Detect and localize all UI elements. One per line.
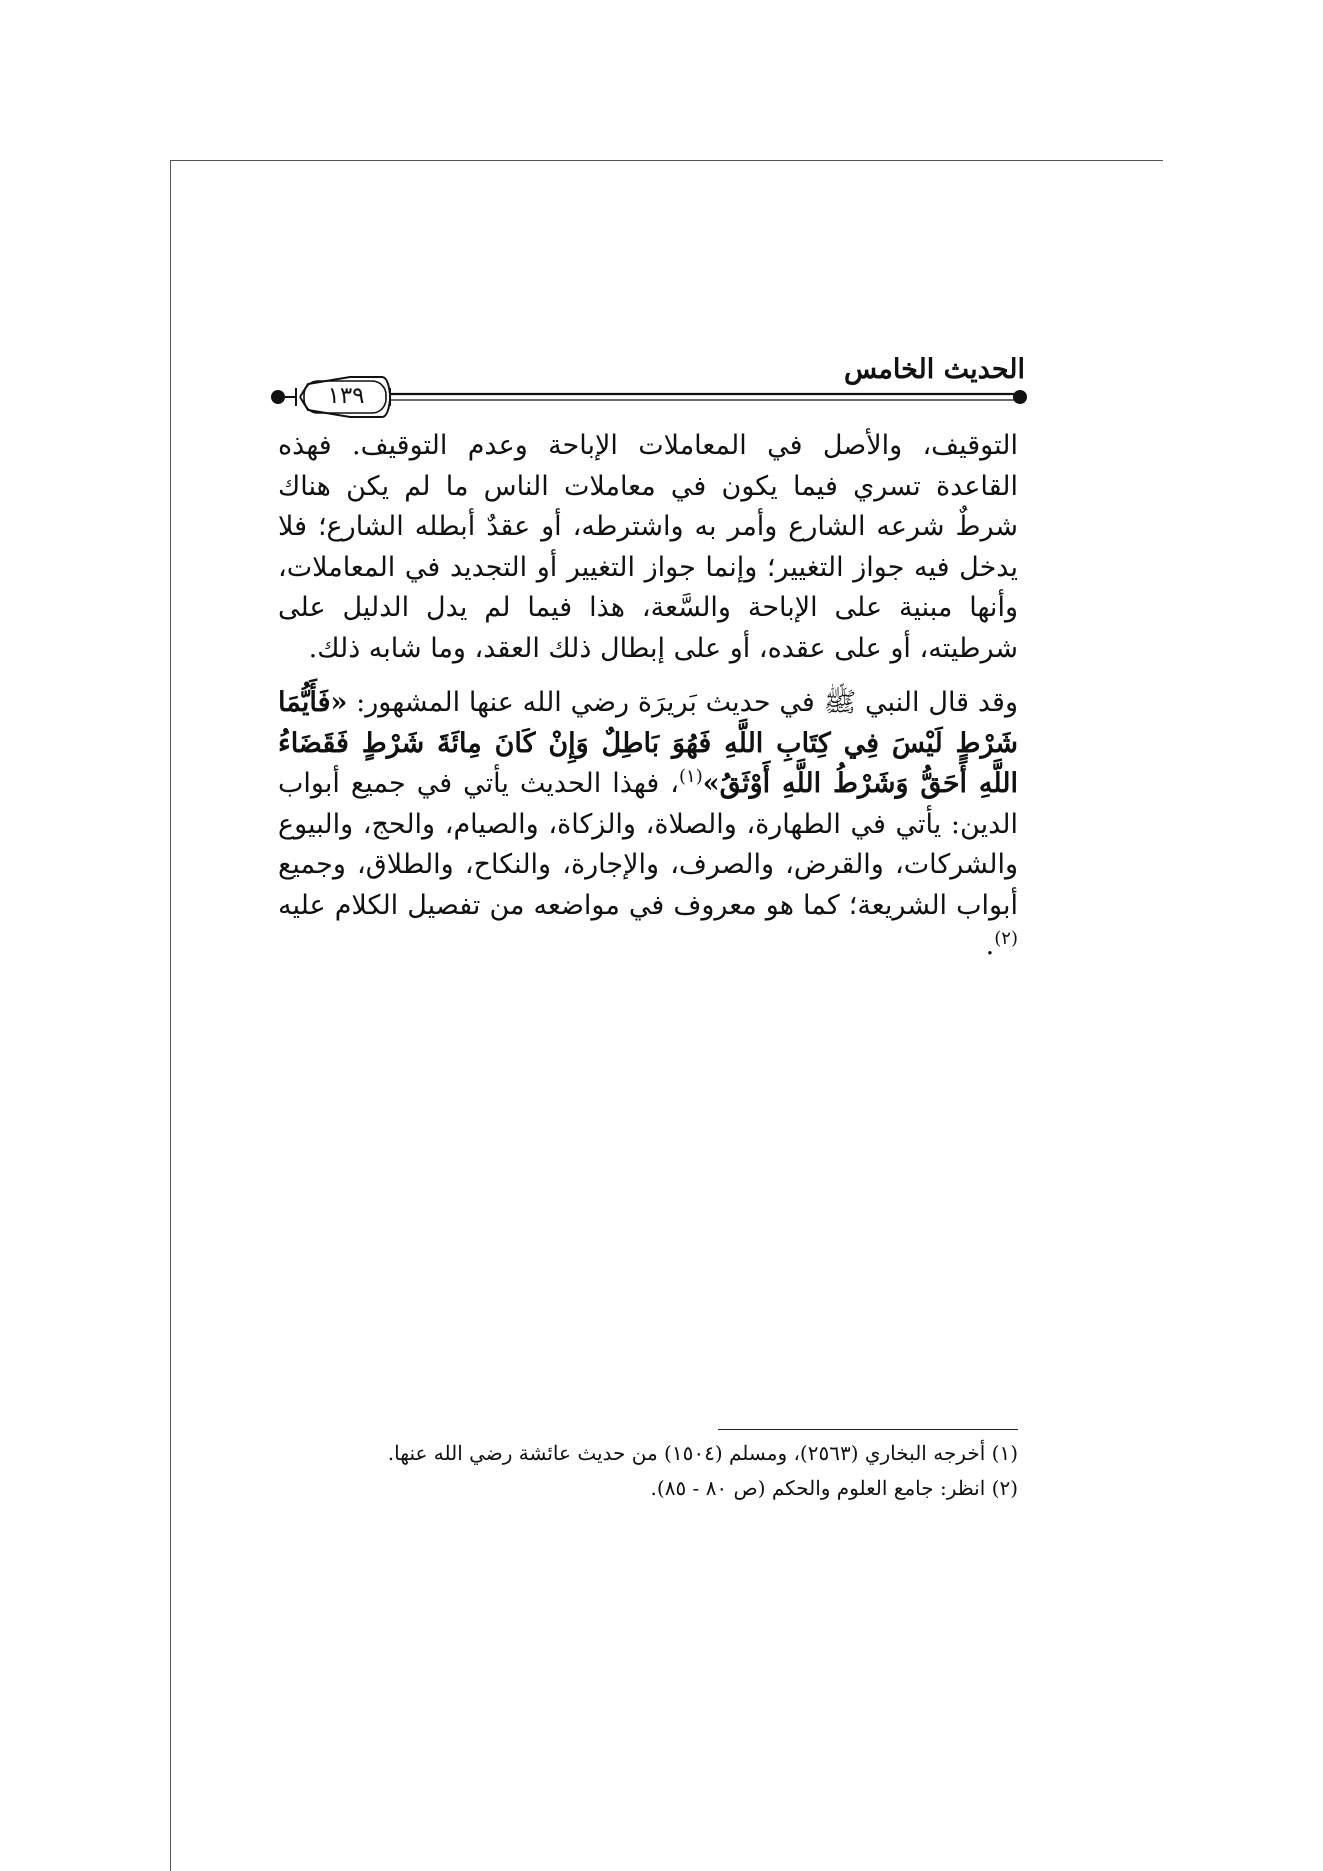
paragraph (278, 683, 1018, 967)
running-head: الحديث الخامس (843, 354, 1025, 385)
scan-border-left (170, 160, 171, 1871)
footnote-separator (718, 1429, 1018, 1430)
footnote-2: (٢) انظر: جامع العلوم والحكم (ص ٨٠ - ٨٥). (650, 1476, 1018, 1500)
footnote-1: (١) أخرجه البخاري (٢٥٦٣)، ومسلم (١٥٠٤) من حديث عائشة رضي الله عنها. (387, 1441, 1018, 1465)
paragraph-intro: وقد قال النبي ﷺ في حديث بَريرَة رضي الله عنها المشهور: (347, 687, 1018, 718)
paragraph-continuation: ، فهذا الحديث يأتي في جميع أبواب الدين: يأتي في الطهارة، والصلاة، والزكاة، والصيام، والحج، والبيوع والشركات، والقرض، والصرف، والإجارة، والنكاح، والطلاق، وجميع أبواب الشريعة؛ كما هو معروف في مواضعه من تفصيل الكلام عليه (278, 768, 1018, 921)
footnotes (387, 1436, 1018, 1506)
scan-border-top (170, 160, 1163, 161)
page-number: ١٣٩ (327, 383, 365, 409)
body-text (278, 426, 1018, 967)
hadith-quote: «فَأَيُّمَا شَرْطٍ لَيْسَ فِي كِتَابِ اللَّهِ فَهُوَ بَاطِلٌ وَإِنْ كَانَ مِائَةَ شَرْطٍ فَقَضَاءُ اللَّهِ أَحَقُّ وَشَرْطُ اللَّهِ أَوْثَقُ» (278, 687, 1018, 799)
paragraph-end: . (985, 930, 995, 961)
paragraph: التوقيف، والأصل في المعاملات الإباحة وعدم التوقيف. فهذه القاعدة تسري فيما يكون في معاملات الناس ما لم يكن هناك شرطٌ شرعه الشارع وأمر به واشترطه، أو عقدٌ أبطله الشارع؛ فلا يدخل فيه جواز التغيير؛ وإنما جواز التغيير أو التجديد في المعاملات، وأنها مبنية على الإباحة والسَّعة، هذا فيما لم يدل الدليل على شرطيته، أو على عقده، أو على إبطال ذلك العقد، وما شابه ذلك. (278, 430, 1018, 664)
header-ornament-rule (270, 374, 1030, 420)
footnote-ref-1[interactable]: (١) (679, 766, 703, 787)
footnote-ref-2[interactable]: (٢) (994, 928, 1018, 949)
